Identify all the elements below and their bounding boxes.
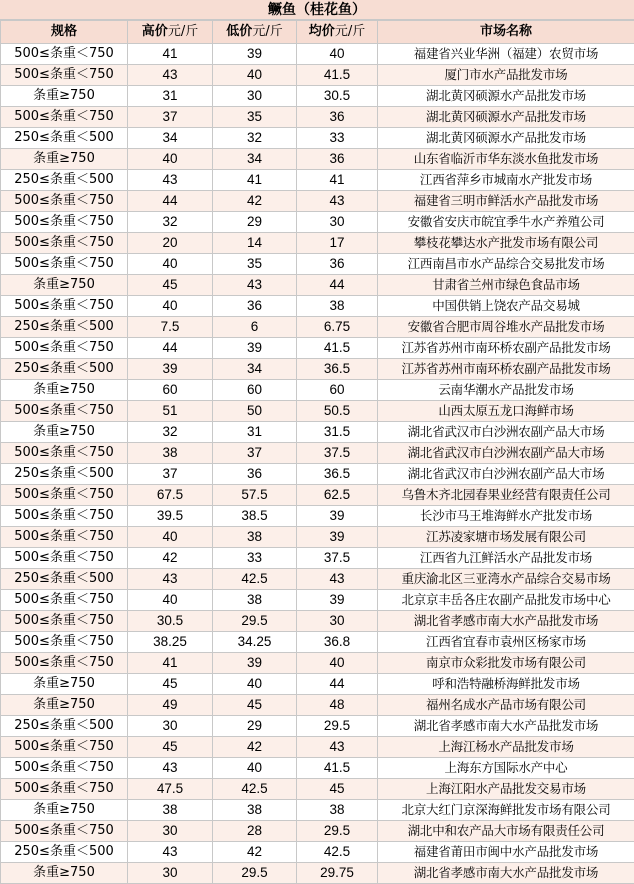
cell-spec: 500≤条重＜750 (1, 44, 128, 65)
header-low-label: 低价 (226, 24, 252, 39)
cell-low-price: 38 (213, 527, 297, 548)
cell-spec: 条重≥750 (1, 275, 128, 296)
cell-avg-price: 39 (297, 506, 378, 527)
cell-avg-price: 36 (297, 254, 378, 275)
cell-low-price: 34 (213, 149, 297, 170)
cell-market-name: 上海江杨水产品批发市场 (378, 737, 634, 758)
cell-market-name: 湖北黄冈硕源水产品批发市场 (378, 107, 634, 128)
cell-market-name: 湖北省武汉市白沙洲农副产品大市场 (378, 422, 634, 443)
cell-low-price: 32 (213, 128, 297, 149)
cell-high-price: 60 (128, 380, 213, 401)
table-row (1, 485, 634, 506)
cell-market-name: 福建省三明市鲜活水产品批发市场 (378, 191, 634, 212)
cell-low-price: 45 (213, 695, 297, 716)
cell-market-name: 江苏凌家塘市场发展有限公司 (378, 527, 634, 548)
cell-market-name: 长沙市马王堆海鲜水产批发市场 (378, 506, 634, 527)
cell-avg-price: 62.5 (297, 485, 378, 506)
cell-low-price: 42 (213, 737, 297, 758)
cell-low-price: 39 (213, 338, 297, 359)
cell-market-name: 湖北中和农产品大市场有限责任公司 (378, 821, 634, 842)
cell-low-price: 34.25 (213, 632, 297, 653)
table-row (1, 695, 634, 716)
cell-low-price: 39 (213, 653, 297, 674)
cell-avg-price: 30.5 (297, 86, 378, 107)
cell-market-name: 山西太原五龙口海鲜市场 (378, 401, 634, 422)
cell-spec: 条重≥750 (1, 149, 128, 170)
cell-low-price: 14 (213, 233, 297, 254)
header-avg-label: 均价 (309, 24, 335, 39)
table-row (1, 86, 634, 107)
cell-spec: 条重≥750 (1, 380, 128, 401)
cell-market-name: 上海东方国际水产中心 (378, 758, 634, 779)
cell-avg-price: 36 (297, 149, 378, 170)
cell-high-price: 43 (128, 842, 213, 863)
cell-market-name: 福建省兴业华洲（福建）农贸市场 (378, 44, 634, 65)
cell-low-price: 29.5 (213, 863, 297, 884)
cell-avg-price: 38 (297, 800, 378, 821)
cell-low-price: 57.5 (213, 485, 297, 506)
table-row (1, 191, 634, 212)
cell-avg-price: 44 (297, 275, 378, 296)
cell-high-price: 30.5 (128, 611, 213, 632)
cell-low-price: 33 (213, 548, 297, 569)
cell-high-price: 44 (128, 191, 213, 212)
table-row (1, 107, 634, 128)
cell-market-name: 北京京丰岳各庄农副产品批发市场中心 (378, 590, 634, 611)
cell-avg-price: 43 (297, 569, 378, 590)
cell-spec: 500≤条重＜750 (1, 107, 128, 128)
cell-market-name: 重庆渝北区三亚湾水产品综合交易市场 (378, 569, 634, 590)
cell-high-price: 7.5 (128, 317, 213, 338)
cell-spec: 500≤条重＜750 (1, 590, 128, 611)
cell-spec: 500≤条重＜750 (1, 758, 128, 779)
cell-low-price: 40 (213, 674, 297, 695)
cell-avg-price: 40 (297, 44, 378, 65)
cell-spec: 条重≥750 (1, 695, 128, 716)
cell-high-price: 34 (128, 128, 213, 149)
cell-high-price: 67.5 (128, 485, 213, 506)
cell-market-name: 湖北省武汉市白沙洲农副产品大市场 (378, 464, 634, 485)
table-row (1, 653, 634, 674)
cell-spec: 500≤条重＜750 (1, 506, 128, 527)
table-row (1, 821, 634, 842)
cell-spec: 条重≥750 (1, 863, 128, 884)
cell-high-price: 40 (128, 254, 213, 275)
cell-low-price: 6 (213, 317, 297, 338)
cell-spec: 500≤条重＜750 (1, 653, 128, 674)
table-row (1, 506, 634, 527)
cell-low-price: 41 (213, 170, 297, 191)
cell-high-price: 32 (128, 422, 213, 443)
cell-low-price: 34 (213, 359, 297, 380)
cell-avg-price: 43 (297, 191, 378, 212)
cell-avg-price: 6.75 (297, 317, 378, 338)
cell-market-name: 福建省莆田市闽中水产品批发市场 (378, 842, 634, 863)
cell-high-price: 40 (128, 527, 213, 548)
cell-high-price: 38 (128, 800, 213, 821)
cell-market-name: 湖北省孝感市南大水产品批发市场 (378, 611, 634, 632)
header-row (1, 21, 634, 44)
cell-low-price: 31 (213, 422, 297, 443)
cell-low-price: 38 (213, 800, 297, 821)
cell-high-price: 44 (128, 338, 213, 359)
cell-market-name: 江西省宜春市袁州区杨家市场 (378, 632, 634, 653)
cell-spec: 500≤条重＜750 (1, 527, 128, 548)
cell-avg-price: 31.5 (297, 422, 378, 443)
cell-avg-price: 41.5 (297, 65, 378, 86)
table-row (1, 296, 634, 317)
cell-avg-price: 39 (297, 527, 378, 548)
cell-high-price: 38.25 (128, 632, 213, 653)
cell-market-name: 中国供销上饶农产品交易城 (378, 296, 634, 317)
cell-spec: 500≤条重＜750 (1, 401, 128, 422)
table-row (1, 611, 634, 632)
table-row (1, 737, 634, 758)
cell-high-price: 47.5 (128, 779, 213, 800)
cell-high-price: 40 (128, 296, 213, 317)
table-row (1, 401, 634, 422)
table-row (1, 128, 634, 149)
table-row (1, 233, 634, 254)
cell-avg-price: 30 (297, 212, 378, 233)
cell-spec: 500≤条重＜750 (1, 212, 128, 233)
cell-spec: 500≤条重＜750 (1, 338, 128, 359)
header-low-unit: 元/斤 (252, 24, 282, 39)
cell-spec: 250≤条重＜500 (1, 842, 128, 863)
header-high (128, 21, 213, 44)
cell-high-price: 42 (128, 548, 213, 569)
cell-spec: 500≤条重＜750 (1, 485, 128, 506)
cell-low-price: 28 (213, 821, 297, 842)
cell-market-name: 湖北黄冈硕源水产品批发市场 (378, 128, 634, 149)
cell-avg-price: 38 (297, 296, 378, 317)
cell-market-name: 福州名成水产品市场有限公司 (378, 695, 634, 716)
cell-market-name: 湖北省武汉市白沙洲农副产品大市场 (378, 443, 634, 464)
cell-high-price: 40 (128, 149, 213, 170)
header-high-label: 高价 (142, 24, 168, 39)
cell-high-price: 43 (128, 758, 213, 779)
table-row (1, 779, 634, 800)
cell-high-price: 45 (128, 737, 213, 758)
cell-market-name: 江西省九江鲜活水产品批发市场 (378, 548, 634, 569)
table-row (1, 380, 634, 401)
cell-high-price: 20 (128, 233, 213, 254)
cell-low-price: 43 (213, 275, 297, 296)
cell-avg-price: 36.5 (297, 464, 378, 485)
table-row (1, 590, 634, 611)
cell-market-name: 上海江阳水产品批发交易市场 (378, 779, 634, 800)
cell-spec: 250≤条重＜500 (1, 464, 128, 485)
cell-high-price: 41 (128, 653, 213, 674)
cell-market-name: 攀枝花攀达水产批发市场有限公司 (378, 233, 634, 254)
cell-avg-price: 29.5 (297, 821, 378, 842)
cell-spec: 250≤条重＜500 (1, 170, 128, 191)
cell-high-price: 45 (128, 275, 213, 296)
cell-low-price: 40 (213, 65, 297, 86)
cell-spec: 500≤条重＜750 (1, 233, 128, 254)
table-row (1, 632, 634, 653)
table-row (1, 422, 634, 443)
cell-high-price: 45 (128, 674, 213, 695)
cell-market-name: 江西南昌市水产品综合交易批发市场 (378, 254, 634, 275)
cell-spec: 条重≥750 (1, 422, 128, 443)
cell-high-price: 41 (128, 44, 213, 65)
cell-low-price: 35 (213, 254, 297, 275)
header-market: 市场名称 (378, 21, 634, 44)
cell-low-price: 29 (213, 212, 297, 233)
cell-high-price: 30 (128, 716, 213, 737)
cell-avg-price: 60 (297, 380, 378, 401)
table-row (1, 527, 634, 548)
cell-low-price: 40 (213, 758, 297, 779)
cell-avg-price: 45 (297, 779, 378, 800)
table-row (1, 359, 634, 380)
cell-avg-price: 50.5 (297, 401, 378, 422)
cell-market-name: 甘肃省兰州市绿色食品市场 (378, 275, 634, 296)
cell-spec: 250≤条重＜500 (1, 569, 128, 590)
cell-avg-price: 37.5 (297, 443, 378, 464)
cell-high-price: 37 (128, 107, 213, 128)
cell-market-name: 北京大红门京深海鲜批发市场有限公司 (378, 800, 634, 821)
cell-spec: 条重≥750 (1, 800, 128, 821)
cell-high-price: 37 (128, 464, 213, 485)
cell-low-price: 50 (213, 401, 297, 422)
cell-high-price: 31 (128, 86, 213, 107)
cell-avg-price: 39 (297, 590, 378, 611)
table-body (1, 44, 634, 884)
table-row (1, 548, 634, 569)
header-avg (297, 21, 378, 44)
cell-low-price: 35 (213, 107, 297, 128)
cell-high-price: 49 (128, 695, 213, 716)
cell-low-price: 29 (213, 716, 297, 737)
cell-market-name: 江西省萍乡市城南水产批发市场 (378, 170, 634, 191)
cell-avg-price: 42.5 (297, 842, 378, 863)
cell-spec: 500≤条重＜750 (1, 65, 128, 86)
cell-spec: 500≤条重＜750 (1, 821, 128, 842)
cell-market-name: 云南华潮水产品批发市场 (378, 380, 634, 401)
cell-spec: 250≤条重＜500 (1, 128, 128, 149)
table-row (1, 338, 634, 359)
cell-low-price: 36 (213, 296, 297, 317)
cell-spec: 250≤条重＜500 (1, 359, 128, 380)
cell-low-price: 29.5 (213, 611, 297, 632)
cell-market-name: 南京市众彩批发市场有限公司 (378, 653, 634, 674)
cell-low-price: 38 (213, 590, 297, 611)
cell-spec: 500≤条重＜750 (1, 191, 128, 212)
cell-market-name: 安徽省合肥市周谷堆水产品批发市场 (378, 317, 634, 338)
cell-avg-price: 30 (297, 611, 378, 632)
table-row (1, 44, 634, 65)
table-row (1, 170, 634, 191)
cell-low-price: 42.5 (213, 569, 297, 590)
cell-high-price: 32 (128, 212, 213, 233)
cell-spec: 500≤条重＜750 (1, 548, 128, 569)
cell-avg-price: 41.5 (297, 338, 378, 359)
cell-high-price: 43 (128, 569, 213, 590)
cell-market-name: 湖北省孝感市南大水产品批发市场 (378, 863, 634, 884)
cell-market-name: 乌鲁木齐北园春果业经营有限责任公司 (378, 485, 634, 506)
cell-spec: 500≤条重＜750 (1, 779, 128, 800)
table-row (1, 716, 634, 737)
cell-low-price: 30 (213, 86, 297, 107)
cell-market-name: 山东省临沂市华东淡水鱼批发市场 (378, 149, 634, 170)
cell-avg-price: 41 (297, 170, 378, 191)
cell-spec: 500≤条重＜750 (1, 737, 128, 758)
cell-high-price: 43 (128, 65, 213, 86)
cell-high-price: 43 (128, 170, 213, 191)
cell-high-price: 39.5 (128, 506, 213, 527)
cell-market-name: 呼和浩特融桥海鲜批发市场 (378, 674, 634, 695)
table-row (1, 275, 634, 296)
cell-avg-price: 36.8 (297, 632, 378, 653)
cell-high-price: 39 (128, 359, 213, 380)
table-row (1, 674, 634, 695)
cell-avg-price: 44 (297, 674, 378, 695)
table-row (1, 443, 634, 464)
table-row (1, 800, 634, 821)
table-row (1, 254, 634, 275)
cell-spec: 500≤条重＜750 (1, 254, 128, 275)
sheet-title: 鳜鱼（桂花鱼） (0, 0, 634, 20)
cell-avg-price: 40 (297, 653, 378, 674)
cell-avg-price: 41.5 (297, 758, 378, 779)
table-row (1, 758, 634, 779)
header-spec: 规格 (1, 21, 128, 44)
cell-market-name: 江苏省苏州市南环桥农副产品批发市场 (378, 338, 634, 359)
price-table (0, 20, 634, 884)
cell-avg-price: 48 (297, 695, 378, 716)
cell-market-name: 安徽省安庆市皖宜季牛水产养殖公司 (378, 212, 634, 233)
cell-avg-price: 43 (297, 737, 378, 758)
cell-low-price: 38.5 (213, 506, 297, 527)
cell-avg-price: 36 (297, 107, 378, 128)
cell-market-name: 江苏省苏州市南环桥农副产品批发市场 (378, 359, 634, 380)
cell-market-name: 厦门市水产品批发市场 (378, 65, 634, 86)
table-row (1, 212, 634, 233)
cell-avg-price: 37.5 (297, 548, 378, 569)
cell-spec: 500≤条重＜750 (1, 443, 128, 464)
cell-low-price: 39 (213, 44, 297, 65)
cell-spec: 500≤条重＜750 (1, 296, 128, 317)
header-low (213, 21, 297, 44)
cell-spec: 条重≥750 (1, 86, 128, 107)
table-row (1, 317, 634, 338)
cell-spec: 条重≥750 (1, 674, 128, 695)
cell-low-price: 60 (213, 380, 297, 401)
table-row (1, 149, 634, 170)
cell-high-price: 40 (128, 590, 213, 611)
cell-spec: 500≤条重＜750 (1, 632, 128, 653)
cell-avg-price: 29.5 (297, 716, 378, 737)
table-row (1, 464, 634, 485)
header-avg-unit: 元/斤 (335, 24, 365, 39)
cell-high-price: 38 (128, 443, 213, 464)
cell-market-name: 湖北黄冈硕源水产品批发市场 (378, 86, 634, 107)
cell-spec: 250≤条重＜500 (1, 317, 128, 338)
table-row (1, 65, 634, 86)
table-row (1, 569, 634, 590)
cell-spec: 500≤条重＜750 (1, 611, 128, 632)
table-row (1, 842, 634, 863)
cell-spec: 250≤条重＜500 (1, 716, 128, 737)
cell-low-price: 42 (213, 842, 297, 863)
cell-high-price: 51 (128, 401, 213, 422)
cell-avg-price: 29.75 (297, 863, 378, 884)
cell-low-price: 36 (213, 464, 297, 485)
cell-market-name: 湖北省孝感市南大水产品批发市场 (378, 716, 634, 737)
cell-avg-price: 33 (297, 128, 378, 149)
table-row (1, 863, 634, 884)
cell-low-price: 42 (213, 191, 297, 212)
cell-high-price: 30 (128, 821, 213, 842)
cell-avg-price: 17 (297, 233, 378, 254)
cell-low-price: 42.5 (213, 779, 297, 800)
cell-high-price: 30 (128, 863, 213, 884)
cell-avg-price: 36.5 (297, 359, 378, 380)
header-high-unit: 元/斤 (168, 24, 198, 39)
cell-low-price: 37 (213, 443, 297, 464)
